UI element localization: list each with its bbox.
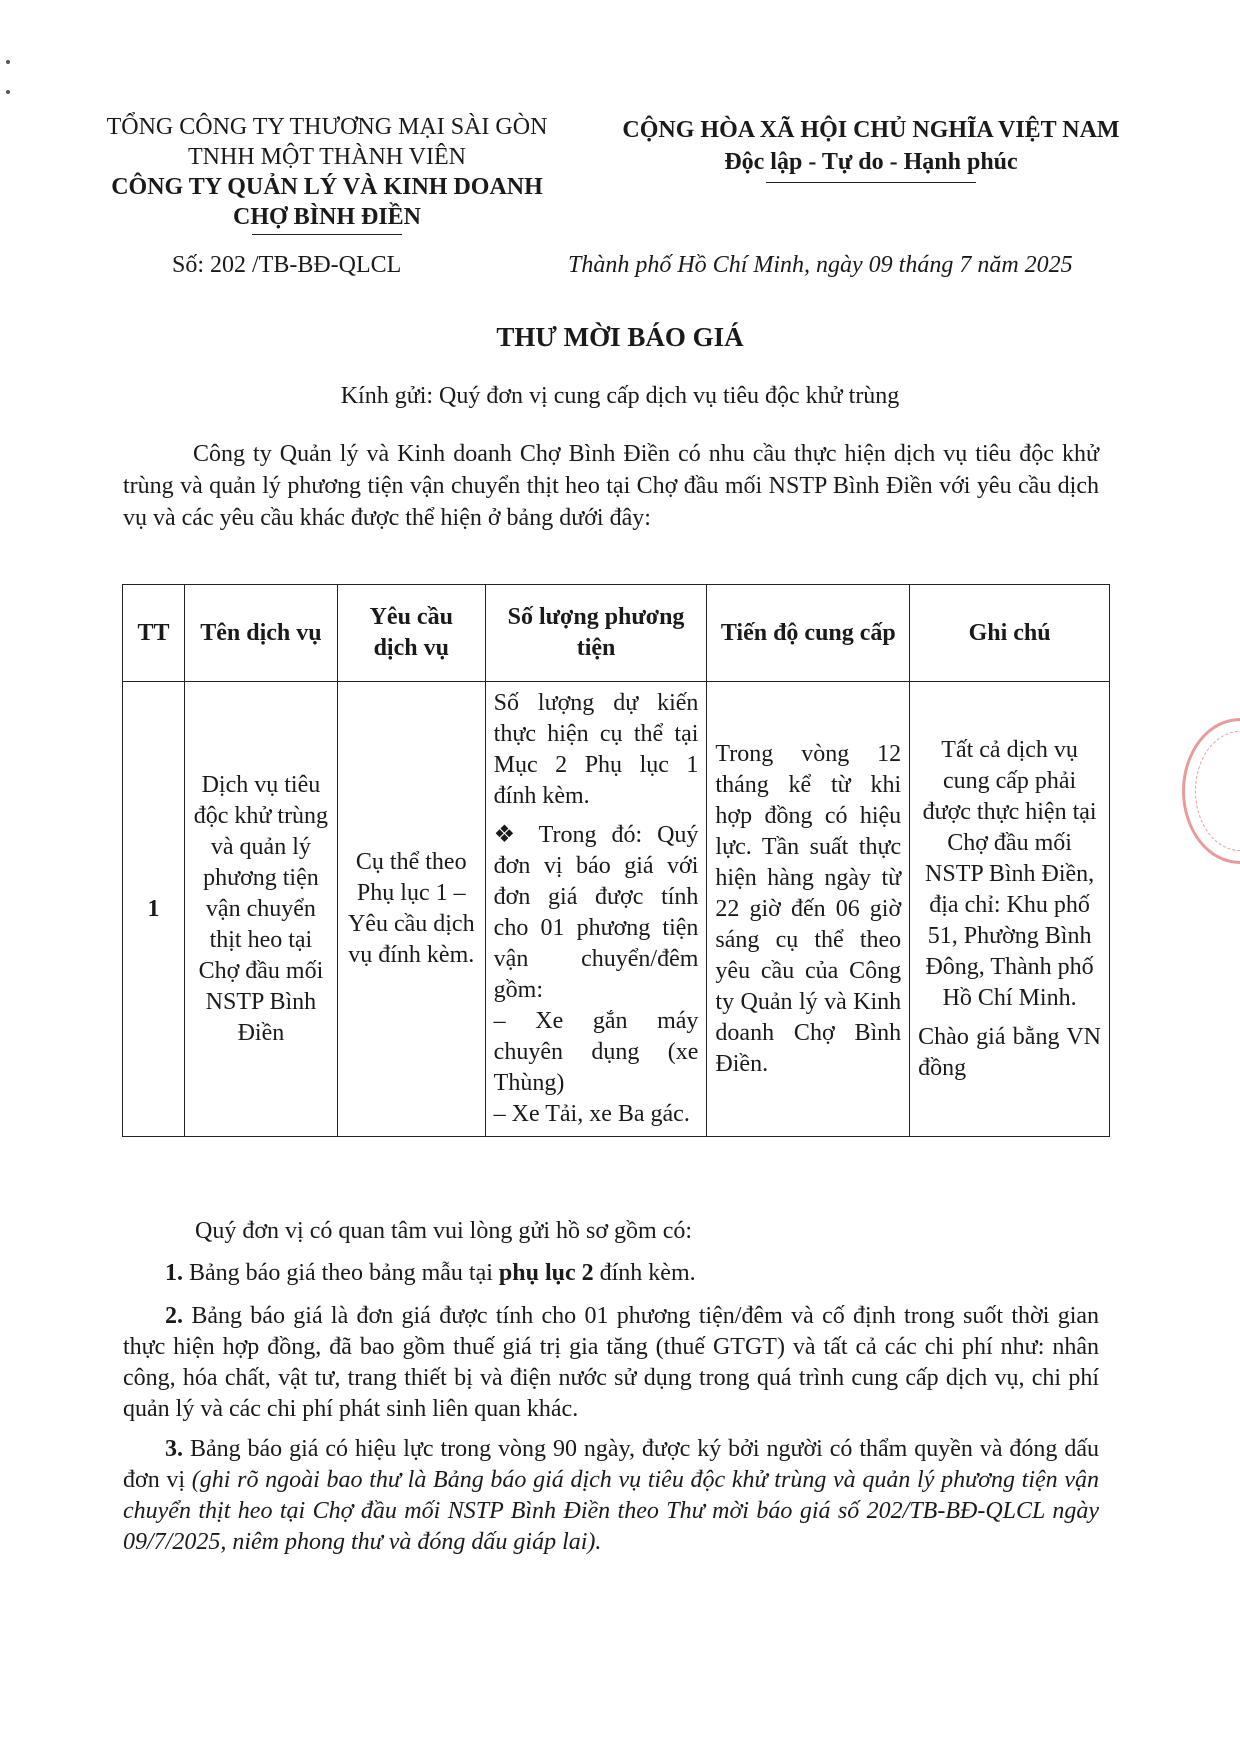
org-line-4: CHỢ BÌNH ĐIỀN: [232, 204, 422, 230]
motto-underline: [766, 182, 976, 183]
closing-line: Quý đơn vị có quan tâm vui lòng gửi hồ sơ gồm có:: [195, 1218, 693, 1244]
national-header: [596, 114, 1146, 183]
quantity-text-2: ❖ Trong đó: Quý đơn vị báo giá với đơn giá được tính cho 01 phương tiện vận chuyển/đêm gồm:: [493, 822, 699, 1003]
cell-schedule: Trong vòng 12 tháng kể từ khi hợp đồng có hiệu lực. Tần suất thực hiện hàng ngày từ 22 giờ đến 06 giờ sáng cụ thể theo yêu cầu của Công ty Quản lý và Kinh doanh Chợ Bình Điền.: [707, 682, 910, 1137]
cell-quantity: [485, 682, 707, 1137]
item-number: 3.: [165, 1436, 183, 1462]
list-item: [123, 1301, 1099, 1425]
item-text: Bảng báo giá theo bảng mẫu tại: [189, 1260, 499, 1286]
quantity-text-1: Số lượng dự kiến thực hiện cụ thể tại Mục 2 Phụ lục 1 đính kèm.: [493, 690, 699, 809]
org-line-3: CÔNG TY QUẢN LÝ VÀ KINH DOANH: [111, 174, 543, 200]
item-number: 1.: [165, 1260, 183, 1286]
item-text: đính kèm.: [593, 1260, 696, 1286]
header-underline: [252, 234, 402, 235]
intro-paragraph: Công ty Quản lý và Kinh doanh Chợ Bình Điền có nhu cầu thực hiện dịch vụ tiêu độc khử trùng và quản lý phương tiện vận chuyển thịt heo tại Chợ đầu mối NSTP Bình Điền với yêu cầu dịch vụ và các yêu cầu khác được thể hiện ở bảng dưới đây:: [123, 441, 1099, 531]
cell-service: Dịch vụ tiêu độc khử trùng và quản lý phương tiện vận chuyển thịt heo tại Chợ đầu mối NSTP Bình Điền: [184, 682, 337, 1137]
scan-mark: [6, 90, 10, 94]
nation-line-1: CỘNG HÒA XÃ HỘI CHỦ NGHĨA VIỆT NAM: [622, 117, 1120, 143]
red-seal-stamp: [1182, 718, 1240, 864]
col-header-tt: TT: [123, 585, 185, 682]
note-text-1: Tất cả dịch vụ cung cấp phải được thực hiện tại Chợ đầu mối NSTP Bình Điền, địa chỉ: Khu phố 51, Phường Bình Đông, Thành phố Hồ Chí Minh.: [922, 736, 1097, 1011]
item-text-italic: (ghi rõ ngoài bao thư là Bảng báo giá dịch vụ tiêu độc khử trùng và quản lý phương tiện vận chuyển thịt heo tại Chợ đầu mối NSTP Bình Điền theo Thư mời báo giá số 202/TB-BĐ-QLCL ngày 09/7/2025, niêm phong thư và đóng dấu giáp lai).: [123, 1467, 1100, 1555]
scan-mark: [6, 60, 10, 64]
org-line-1: TỔNG CÔNG TY THƯƠNG MẠI SÀI GÒN: [106, 114, 548, 140]
item-text-bold: phụ lục 2: [498, 1260, 594, 1286]
table-header-row: [123, 585, 1110, 682]
item-number: 2.: [165, 1303, 183, 1329]
quantity-text-3: – Xe gắn máy chuyên dụng (xe Thùng): [493, 1008, 699, 1096]
col-header-service: Tên dịch vụ: [184, 585, 337, 682]
list-item: [123, 1258, 1099, 1289]
cell-requirement: Cụ thể theo Phụ lục 1 – Yêu cầu dịch vụ đính kèm.: [337, 682, 485, 1137]
col-header-note: Ghi chú: [910, 585, 1110, 682]
nation-motto: Độc lập - Tự do - Hạnh phúc: [724, 149, 1018, 175]
date-line: Thành phố Hồ Chí Minh, ngày 09 tháng 7 năm 2025: [568, 252, 1073, 278]
item-text: Bảng báo giá là đơn giá được tính cho 01 phương tiện/đêm và cố định trong suốt thời gian thực hiện hợp đồng, đã bao gồm thuế giá trị gia tăng (thuế GTGT) và tất cả các chi phí như: nhân công, hóa chất, vật tư, trang thiết bị và điện nước sử dụng trong quá trình cung cấp dịch vụ, chi phí quản lý và các chi phí phát sinh liên quan khác.: [123, 1303, 1100, 1422]
org-line-2: TNHH MỘT THÀNH VIÊN: [188, 144, 466, 170]
organization-header: [82, 112, 572, 235]
col-header-schedule: Tiến độ cung cấp: [707, 585, 910, 682]
item-text: Bảng báo giá có hiệu lực trong vòng 90 ngày, được ký bởi người có thẩm quyền và đóng dấu đơn vị: [123, 1436, 1099, 1493]
service-table: [122, 584, 1110, 1137]
document-title: THƯ MỜI BÁO GIÁ: [496, 322, 744, 352]
salutation: Kính gửi: Quý đơn vị cung cấp dịch vụ tiêu độc khử trùng: [340, 383, 900, 409]
col-header-quantity: Số lượng phương tiện: [485, 585, 707, 682]
note-text-2: Chào giá bằng VN đồng: [918, 1023, 1101, 1081]
list-item: [123, 1434, 1099, 1558]
col-header-requirement: Yêu cầu dịch vụ: [337, 585, 485, 682]
cell-note: [910, 682, 1110, 1137]
table-row: [123, 682, 1110, 1137]
quantity-text-4: – Xe Tải, xe Ba gác.: [493, 1101, 690, 1127]
seal-inner-ring: [1195, 731, 1240, 851]
cell-tt: 1: [123, 682, 185, 1137]
reference-number: Số: 202 /TB-BĐ-QLCL: [172, 252, 402, 278]
